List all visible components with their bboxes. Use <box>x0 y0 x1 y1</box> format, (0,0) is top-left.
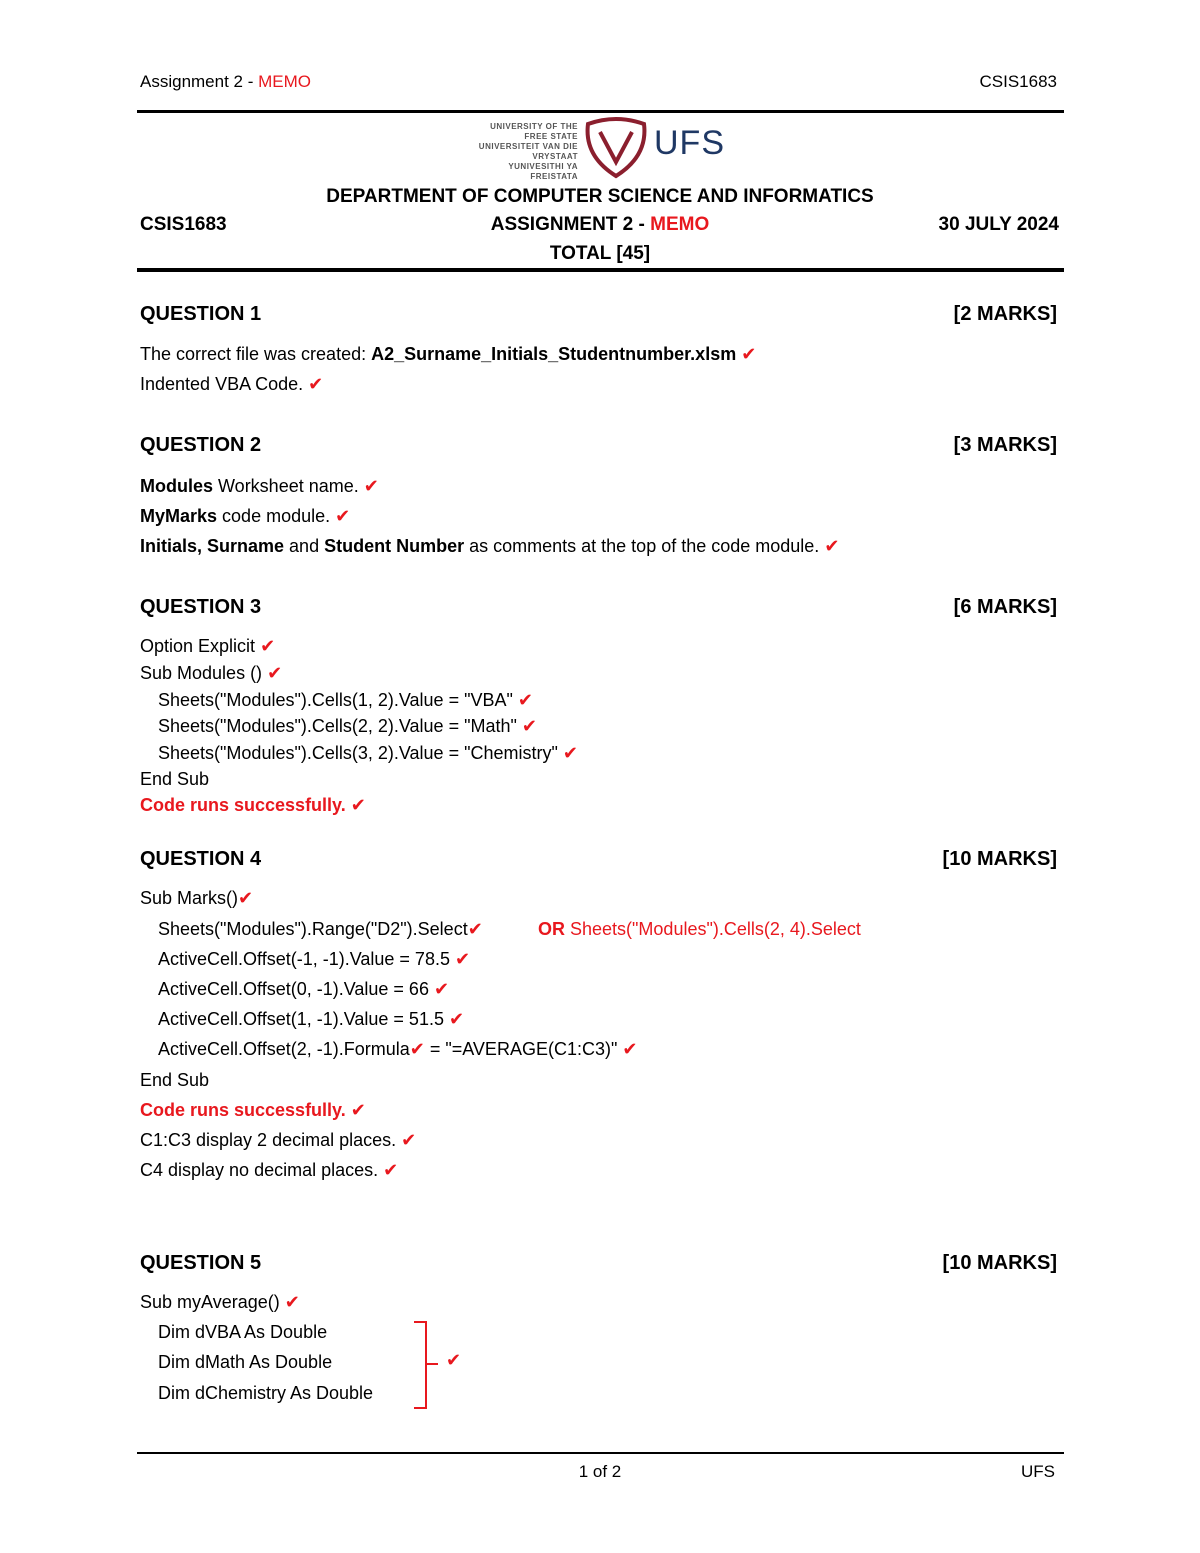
q2-line-1: Modules Worksheet name. ✔ <box>140 476 379 496</box>
footer-right: UFS <box>1021 1462 1055 1481</box>
q3-marks: [6 MARKS] <box>953 596 1057 618</box>
q5-dim: Dim dChemistry As Double <box>158 1383 374 1403</box>
q4-runs: Code runs successfully. ✔ <box>140 1100 366 1120</box>
q1-line-file: The correct file was created: A2_Surname_Initials_Studentnumber.xlsm ✔ <box>140 344 757 364</box>
q4-marks: [10 MARKS] <box>942 848 1057 870</box>
q4-alternative: OR Sheets("Modules").Cells(2, 4).Select <box>538 919 861 939</box>
q4-end: End Sub <box>140 1070 210 1090</box>
q5-brace-icon <box>410 1320 444 1412</box>
running-header-left: Assignment 2 - MEMO <box>140 72 311 91</box>
q4-decimals-2: C4 display no decimal places. ✔ <box>140 1160 399 1180</box>
q1-marks: [2 MARKS] <box>953 303 1057 325</box>
q2-line-3: Initials, Surname and Student Number as comments at the top of the code module. ✔ <box>140 536 840 556</box>
assignment-title: ASSIGNMENT 2 - MEMO <box>490 214 710 235</box>
q3-code-line: Sheets("Modules").Cells(2, 2).Value = "Math" ✔ <box>158 716 537 736</box>
q3-code-line: Sheets("Modules").Cells(1, 2).Value = "VBA" ✔ <box>158 690 533 710</box>
ufs-emblem-icon <box>582 116 650 180</box>
q5-marks: [10 MARKS] <box>942 1252 1057 1274</box>
q3-code-line: Sub Modules () ✔ <box>140 663 283 683</box>
ufs-logo <box>470 114 730 180</box>
total-marks: TOTAL [45] <box>549 243 651 264</box>
footer-rule <box>137 1452 1064 1454</box>
q4-formula: ActiveCell.Offset(2, -1).Formula✔ = "=AVERAGE(C1:C3)" ✔ <box>158 1039 638 1059</box>
q4-sub: Sub Marks()✔ <box>140 888 254 908</box>
q3-code-line: Option Explicit ✔ <box>140 636 276 656</box>
q4-select: Sheets("Modules").Range("D2").Select✔ <box>158 919 483 939</box>
ufs-wordmark: UFS <box>654 124 725 162</box>
q4-offset-2: ActiveCell.Offset(0, -1).Value = 66 ✔ <box>158 979 450 999</box>
q3-code-line: End Sub <box>140 769 210 789</box>
title-rule <box>137 268 1064 272</box>
q2-line-2: MyMarks code module. ✔ <box>140 506 351 526</box>
q2-heading: QUESTION 2 <box>140 434 262 456</box>
q3-code-line: Sheets("Modules").Cells(3, 2).Value = "Chemistry" ✔ <box>158 743 578 763</box>
q5-heading: QUESTION 5 <box>140 1252 262 1274</box>
q3-heading: QUESTION 3 <box>140 596 262 618</box>
page-number: 1 of 2 <box>578 1462 622 1481</box>
q4-offset-1: ActiveCell.Offset(-1, -1).Value = 78.5 ✔ <box>158 949 471 969</box>
q1-line-indent: Indented VBA Code. ✔ <box>140 374 324 394</box>
header-rule <box>137 110 1064 113</box>
q1-heading: QUESTION 1 <box>140 303 262 325</box>
q5-sub: Sub myAverage() ✔ <box>140 1292 300 1312</box>
q3-runs: Code runs successfully. ✔ <box>140 795 366 815</box>
q2-marks: [3 MARKS] <box>953 434 1057 456</box>
department-title: DEPARTMENT OF COMPUTER SCIENCE AND INFORMATICS <box>326 186 874 207</box>
q4-decimals-1: C1:C3 display 2 decimal places. ✔ <box>140 1130 417 1150</box>
assignment-date: 30 JULY 2024 <box>938 214 1059 235</box>
logo-text: UNIVERSITY OF THE FREE STATE UNIVERSITEIT VAN DIE VRYSTAAT YUNIVESITHI YA FREISTATA <box>478 122 578 181</box>
running-header-right: CSIS1683 <box>979 72 1057 91</box>
q4-offset-3: ActiveCell.Offset(1, -1).Value = 51.5 ✔ <box>158 1009 465 1029</box>
q5-dim: Dim dMath As Double <box>158 1352 333 1372</box>
q4-heading: QUESTION 4 <box>140 848 262 870</box>
q5-tick-icon: ✔ <box>446 1350 462 1370</box>
course-code: CSIS1683 <box>140 214 227 235</box>
q5-dim: Dim dVBA As Double <box>158 1322 328 1342</box>
